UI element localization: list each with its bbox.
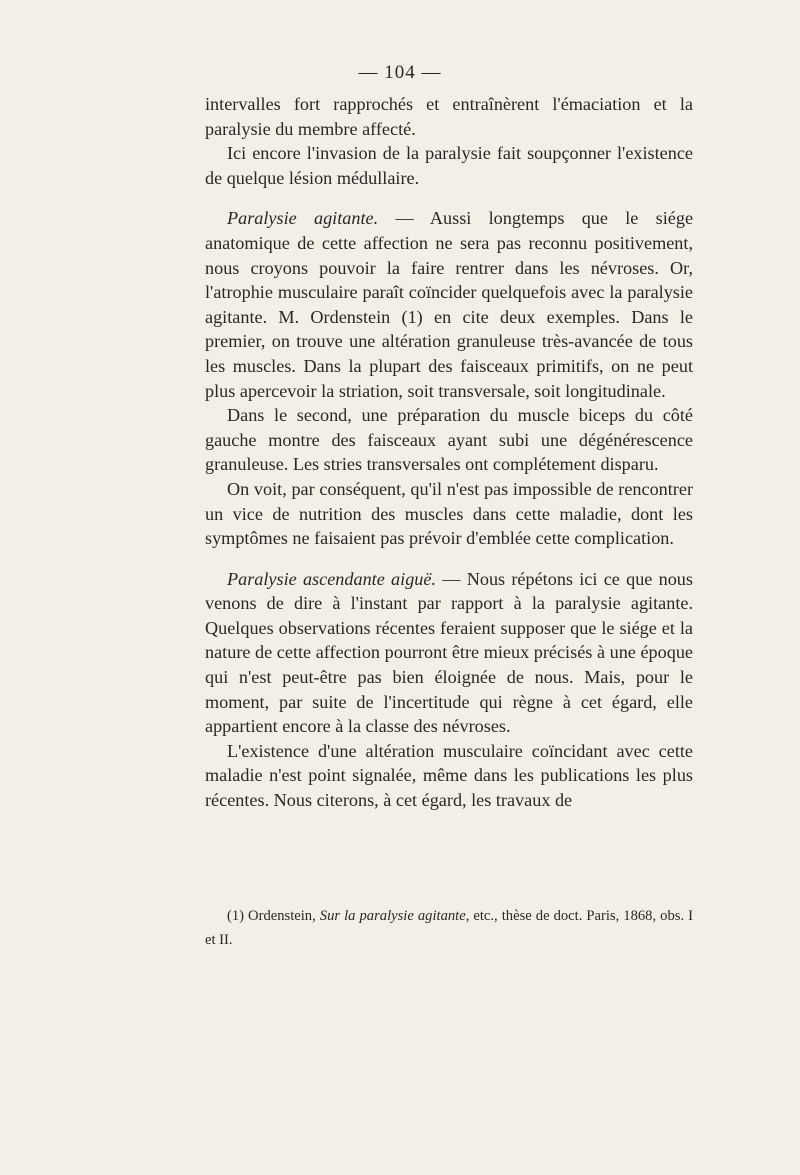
footnote-title: Sur la paralysie agitante [319,908,466,924]
page-number: — 104 — [358,62,442,83]
paragraph-paralysie-ascendante [205,567,693,739]
paragraph-paralysie-agitante [205,206,693,403]
paragraph-3-text: — Aussi longtemps que le siége anatomique de cette affection ne sera pas reconnu positivement, nous croyons pouvoir la faire rentrer dans les névroses. Or, l'atrophie musculaire paraît coïncider quelquefois avec la paralysie agitante. M. Ordenstein (1) en cite deux exemples. Dans le premier, on trouve une altération granuleuse très-avancée de tous les muscles. Dans la plupart des faisceaux primitifs, on ne peut plus apercevoir la striation, soit transversale, soit longitudinale. [205,208,694,401]
paragraph-5: On voit, par conséquent, qu'il n'est pas impossible de rencontrer un vice de nutrition des muscles dans cette maladie, dont les symptômes ne faisaient pas prévoir d'emblée cette complication. [205,478,693,549]
footnote-prefix: (1) Ordenstein, [227,908,320,924]
section-gap [205,190,693,206]
section-title-paralysie-agitante: Paralysie agitante. [227,208,379,229]
footnote-1 [205,904,693,952]
paragraph-1: intervalles fort rapprochés et entraînèrent l'émaciation et la paralysie du membre affecté. [205,94,693,139]
footnote-suffix: , etc., thèse de doct. Paris, 1868, obs. I et II. [205,908,693,948]
paragraph-6-text: — Nous répétons ici ce que nous venons de dire à l'instant par rapport à la paralysie agitante. Quelques observations récentes feraient supposer que le siége et la nature de cette affection pourront être mieux précisés à une époque qui n'est peut-être pas bien éloignée de nous. Mais, pour le moment, par suite de l'incertitude qui règne à cet égard, elle appartient encore à la classe des névroses. [205,568,693,737]
paragraph-4: Dans le second, une préparation du muscle biceps du côté gauche montre des faisceaux ayant subi une dégénérescence granuleuse. Les stries transversales ont complétement disparu. [205,405,693,475]
footnotes [205,904,693,952]
main-text [205,92,693,813]
paragraph-2: Ici encore l'invasion de la paralysie fait soupçonner l'existence de quelque lésion médullaire. [205,143,693,188]
section-gap [205,551,693,567]
section-title-paralysie-ascendante: Paralysie ascendante aiguë. [227,568,436,589]
paragraph-7: L'existence d'une altération musculaire coïncidant avec cette maladie n'est point signalée, même dans les publications les plus récentes. Nous citerons, à cet égard, les travaux de [205,740,693,811]
